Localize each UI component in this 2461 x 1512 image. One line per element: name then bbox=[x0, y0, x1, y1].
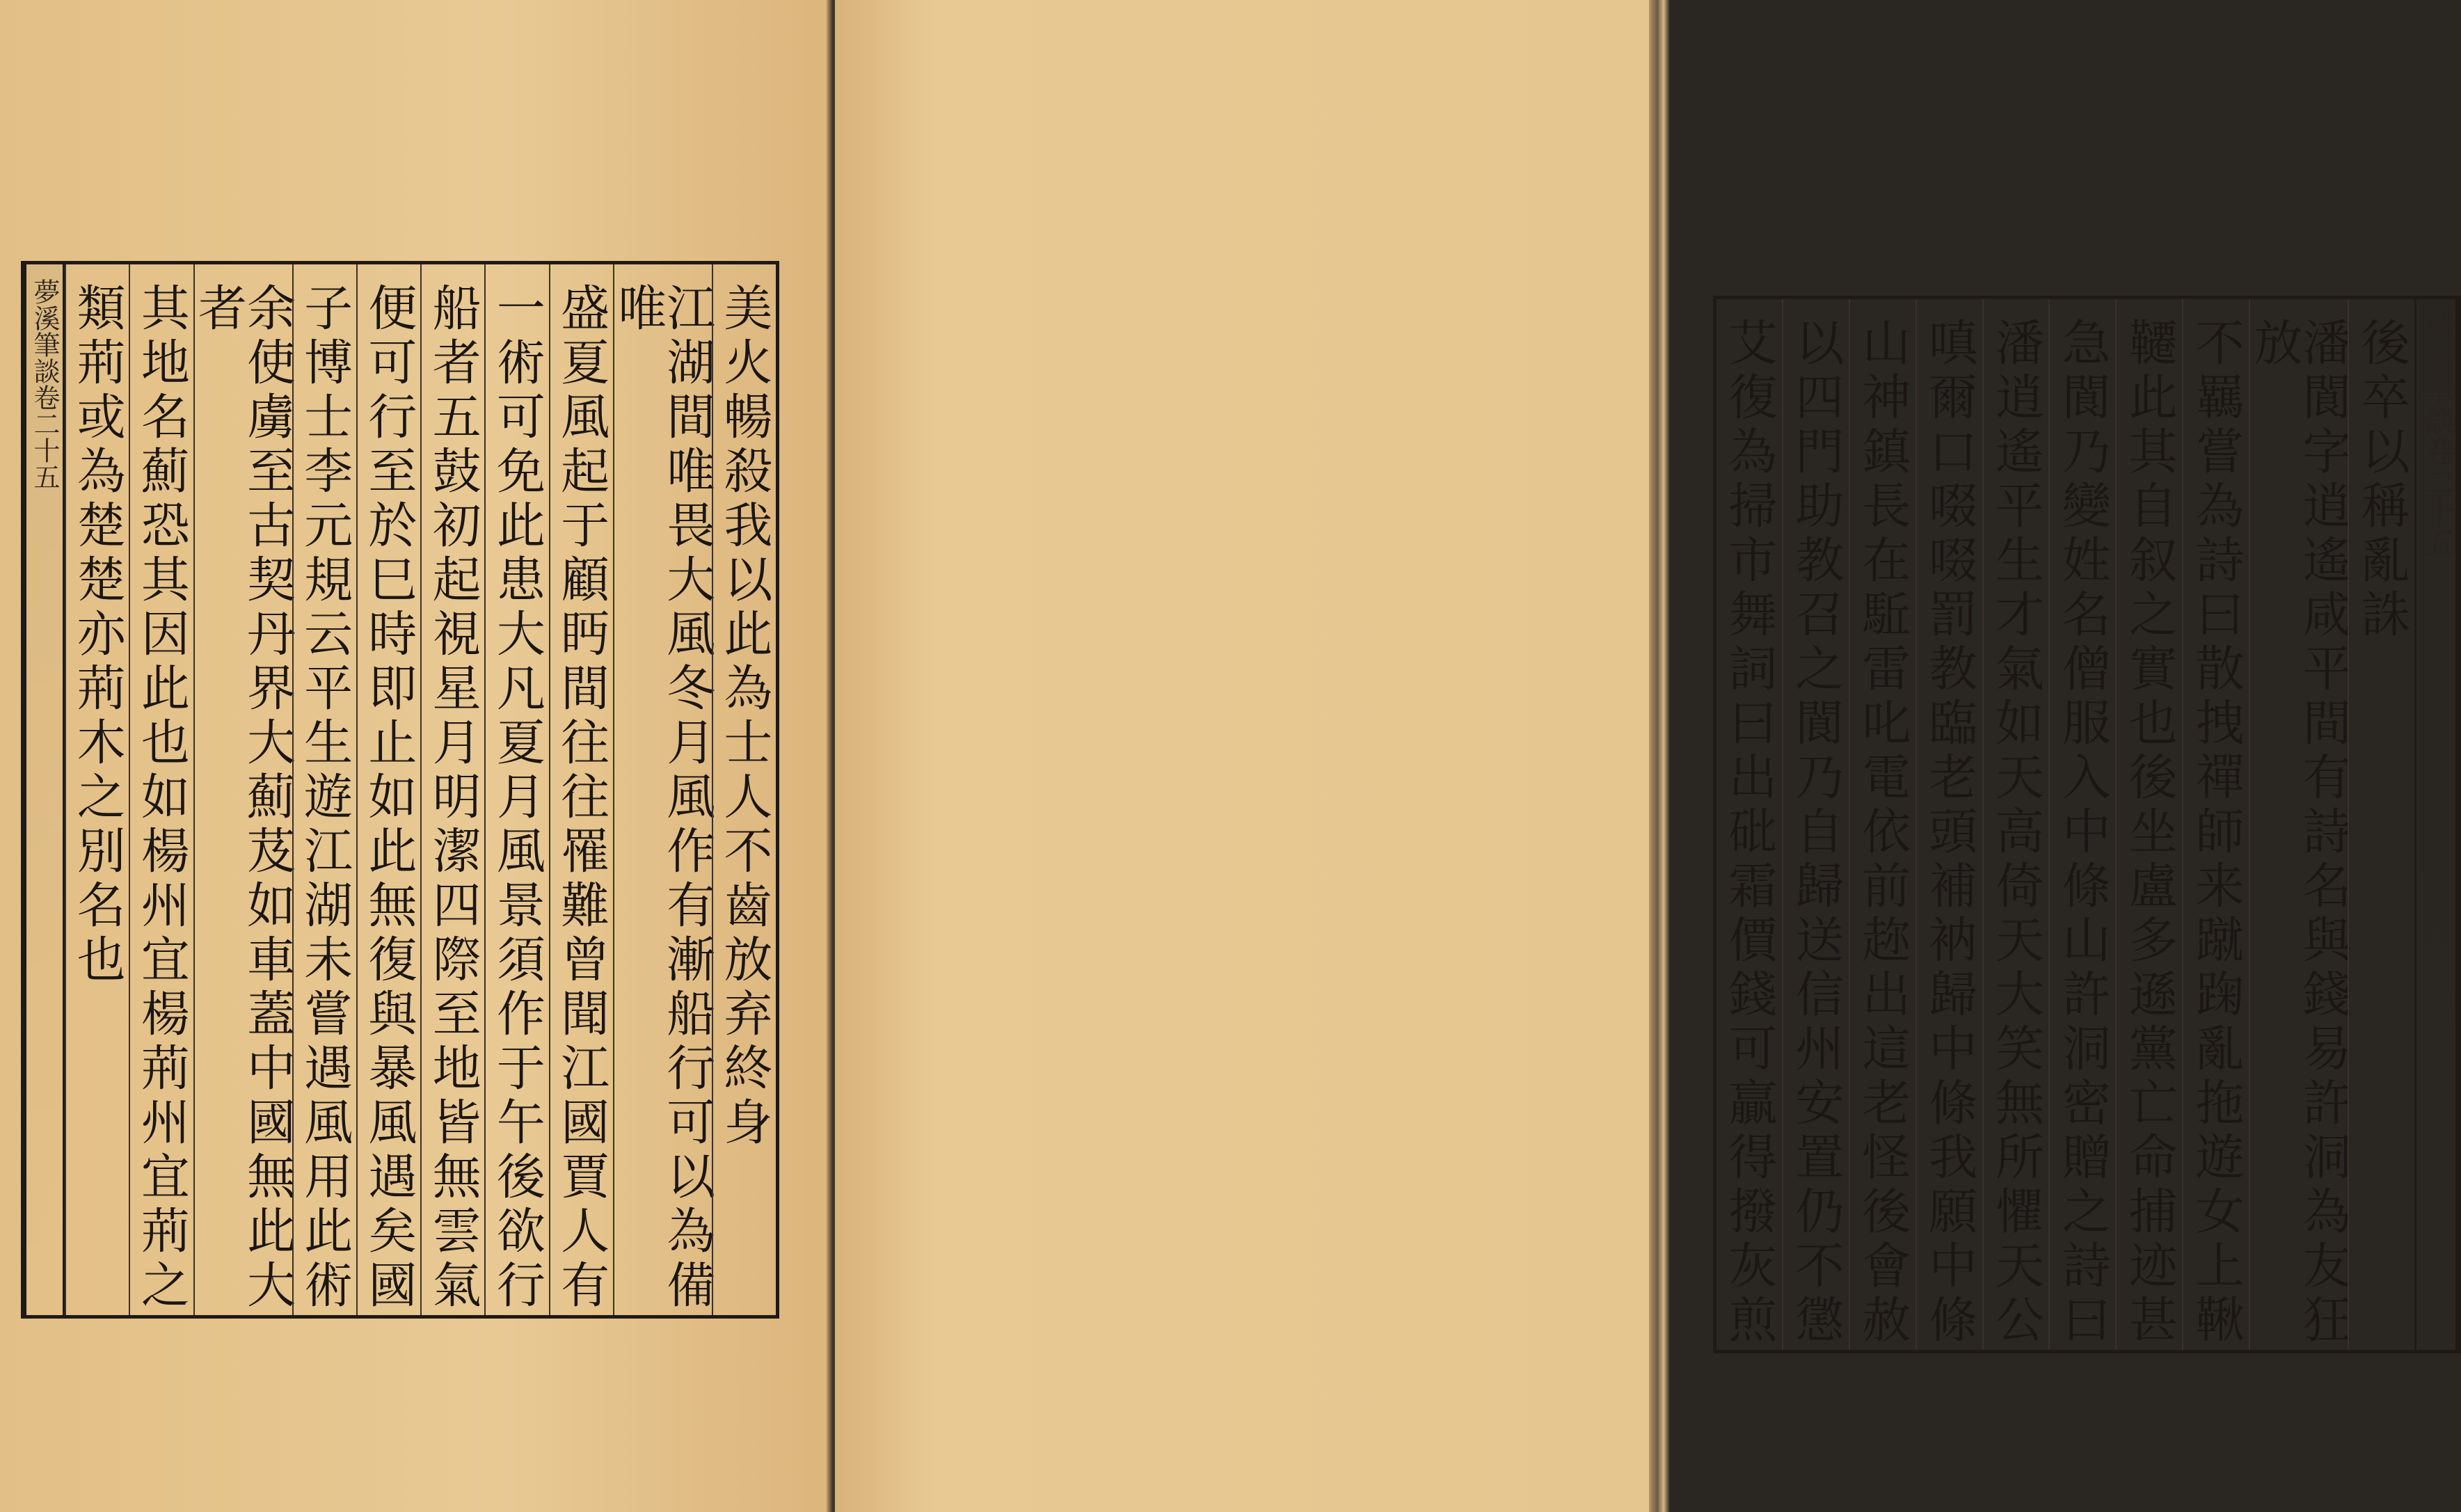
page-stack-edge bbox=[1649, 0, 1670, 1512]
margin-label: 夢溪筆談卷二十五 bbox=[24, 264, 65, 1315]
text-column: 盛夏風起于顧眄間往往罹難曾聞江國賈人有 bbox=[549, 264, 613, 1315]
text-column: 潘閬字逍遙咸平間有詩名與錢易許洞為友狂放 bbox=[2249, 299, 2348, 1350]
text-column: 急閬乃變姓名僧服入中條山許洞密贈之詩曰 bbox=[2048, 299, 2115, 1350]
right-page-text-frame bbox=[1713, 296, 2461, 1353]
text-column: 江湖間唯畏大風冬月風作有漸船行可以為備唯 bbox=[613, 264, 712, 1315]
text-column: 後卒以稱亂誅 bbox=[2348, 299, 2414, 1350]
text-column: 山神鎮長在駈雷叱電依前趂出這老怪後會赦 bbox=[1849, 299, 1916, 1350]
left-page-text-frame bbox=[21, 261, 779, 1319]
text-column: 船者五鼓初起視星月明潔四際至地皆無雲氣 bbox=[420, 264, 484, 1315]
text-column: 子博士李元規云平生遊江湖未嘗遇風用此術 bbox=[292, 264, 356, 1315]
margin-label: 夢溪筆談卷二十五 bbox=[2414, 299, 2458, 1350]
text-column: 以四門助教召之閬乃自歸送信州安置仍不懲 bbox=[1782, 299, 1849, 1350]
right-page bbox=[835, 0, 2454, 1512]
left-page bbox=[0, 0, 831, 1512]
right-page-columns bbox=[1717, 299, 2458, 1350]
text-column: 艾復為掃市舞詞曰出砒霜價錢可贏得撥灰煎 bbox=[1720, 317, 1778, 1348]
text-column: 余使虜至古契丹界大薊芨如車蓋中國無此大者 bbox=[193, 264, 292, 1315]
text-column: 其地名薊恐其因此也如楊州宜楊荊州宜荊之 bbox=[129, 264, 193, 1315]
left-page-columns bbox=[24, 264, 776, 1315]
text-column: 不羈嘗為詩曰散拽禪師来蹴踘亂拖遊女上鞦 bbox=[2182, 299, 2249, 1350]
text-column: 嗔爾口啜啜罰教臨老頭補衲歸中條我願中條 bbox=[1916, 299, 1982, 1350]
text-column: 潘逍遙平生才氣如天高倚天大笑無所懼天公 bbox=[1982, 299, 2049, 1350]
text-column: 一術可免此患大凡夏月風景須作于午後欲行 bbox=[484, 264, 548, 1315]
text-column: 便可行至於巳時即止如此無復與暴風遇矣國 bbox=[356, 264, 420, 1315]
text-column: 美火暢殺我以此為士人不齒放弃終身 bbox=[712, 264, 776, 1315]
text-column: 韆此其自叙之實也後坐盧多遜黨亡命捕迹甚 bbox=[2115, 299, 2182, 1350]
text-column: 類荊或為楚楚亦荊木之別名也 bbox=[65, 264, 129, 1315]
